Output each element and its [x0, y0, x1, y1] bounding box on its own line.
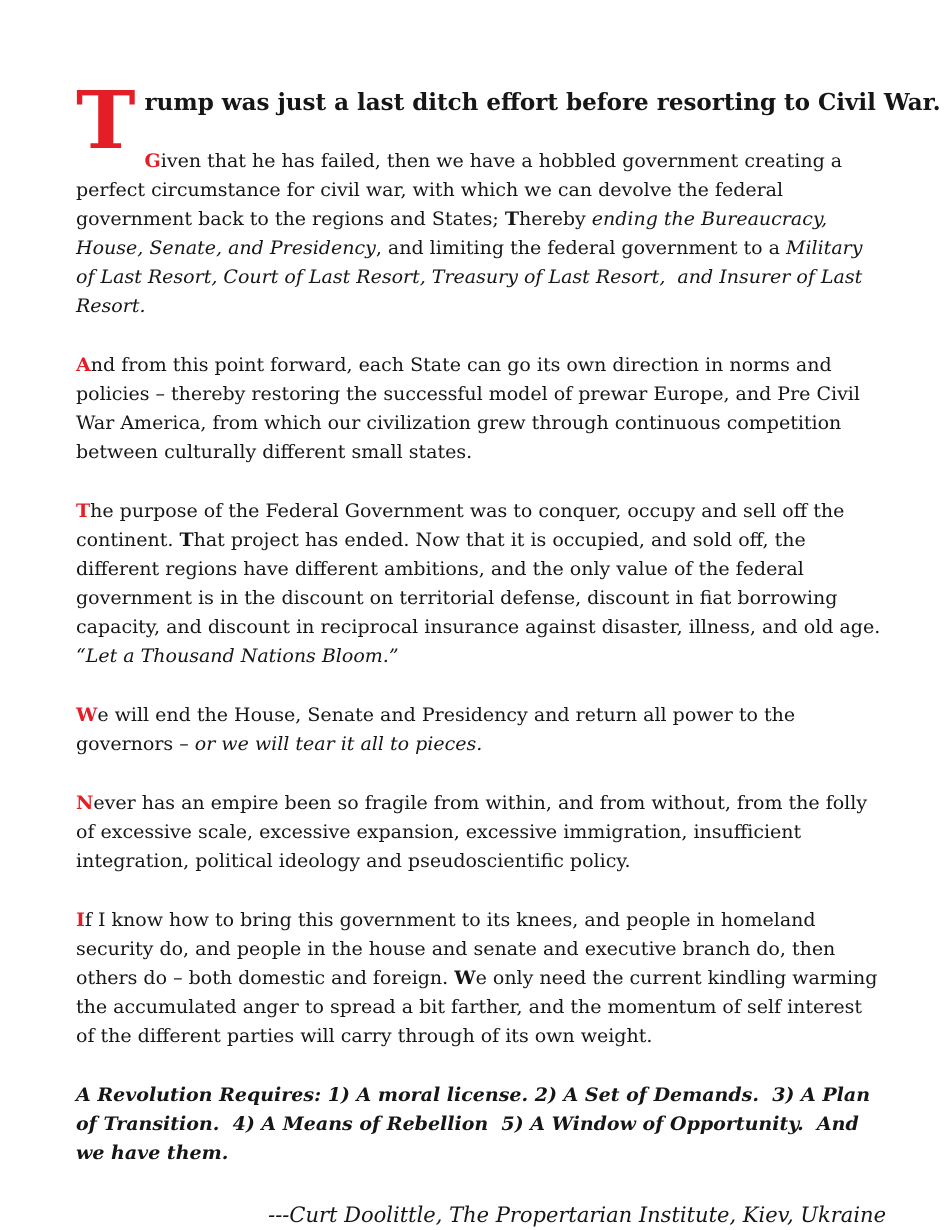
paragraph — [76, 1081, 886, 1168]
text-segment: iven that he has failed, then we have a hobbled government creating a perfect circumstance for civil war, with which we can devolve the federal government back to the regions and States; — [76, 150, 849, 230]
text-segment: e will end the House, Senate and Presidency and return all power to the governors – — [76, 704, 802, 755]
text-segment: e only need the current kindling warming the accumulated anger to spread a bit farther, and the momentum of self interest of the different parties will carry through of its own weight. — [76, 967, 884, 1047]
document-body — [76, 147, 886, 1168]
paragraph-initial-letter: W — [76, 704, 98, 726]
text-segment: hat project has ended. Now that it is occupied, and sold off, the different regions have different ambitions, and the only value of the federal government is in the discount on territorial defense, discount in fiat borrowing capacity, and discount in reciprocal insurance against disaster, illness, and old age. — [76, 529, 887, 638]
paragraph — [76, 701, 886, 759]
text-segment: , and limiting the federal government to a — [375, 237, 786, 259]
paragraph — [76, 497, 886, 671]
paragraph — [76, 906, 886, 1051]
text-segment: ending the Bureaucracy, House, Senate, and Presidency — [76, 208, 834, 259]
text-segment: W — [454, 967, 476, 989]
signature-line: ---Curt Doolittle, The Propertarian Institute, Kiev, Ukraine — [268, 1203, 886, 1227]
title-text: rump was just a last ditch effort before resorting to Civil War. — [144, 89, 941, 116]
text-segment: A Revolution Requires: 1) A moral license. 2) A Set of Demands. 3) A Plan of Transition. 4) A Means of Rebellion 5) A Window of Opportunity. And we have them. — [76, 1084, 877, 1164]
text-segment: nd from this point forward, each State can go its own direction in norms and policies – thereby restoring the successful model of prewar Europe, and Pre Civil War America, from which our civilization grew through continuous competition between culturally different small states. — [76, 354, 867, 463]
paragraph — [76, 147, 886, 321]
paragraph-initial-letter: A — [76, 354, 91, 376]
text-segment: Military of Last Resort, Court of Last Resort, Treasury of Last Resort, and Insurer of Last Resort. — [76, 237, 869, 317]
document-title — [76, 73, 941, 167]
paragraph-initial-letter: N — [76, 792, 94, 814]
text-segment: ever has an empire been so fragile from within, and from without, from the folly of excessive scale, excessive expansion, excessive immigration, insufficient integration, political ideology and pseudoscientific policy. — [76, 792, 874, 872]
dropcap-letter: T — [76, 73, 136, 167]
text-segment: T — [504, 208, 520, 230]
text-segment: or we will tear it all to pieces. — [194, 733, 483, 755]
text-segment: T — [179, 529, 194, 551]
paragraph-initial-letter: G — [144, 150, 161, 172]
paragraph-initial-letter: T — [76, 500, 91, 522]
paragraph — [76, 351, 886, 467]
text-segment: he purpose of the Federal Government was to conquer, occupy and sell off the continent. — [76, 500, 851, 551]
text-segment: hereby — [519, 208, 592, 230]
text-segment: “Let a Thousand Nations Bloom.” — [76, 645, 399, 667]
text-segment: f I know how to bring this government to its knees, and people in homeland security do, and people in the house and senate and executive branch do, then others do – both domestic and foreign. — [76, 909, 842, 989]
paragraph-initial-letter: I — [76, 909, 85, 931]
paragraph — [76, 789, 886, 876]
